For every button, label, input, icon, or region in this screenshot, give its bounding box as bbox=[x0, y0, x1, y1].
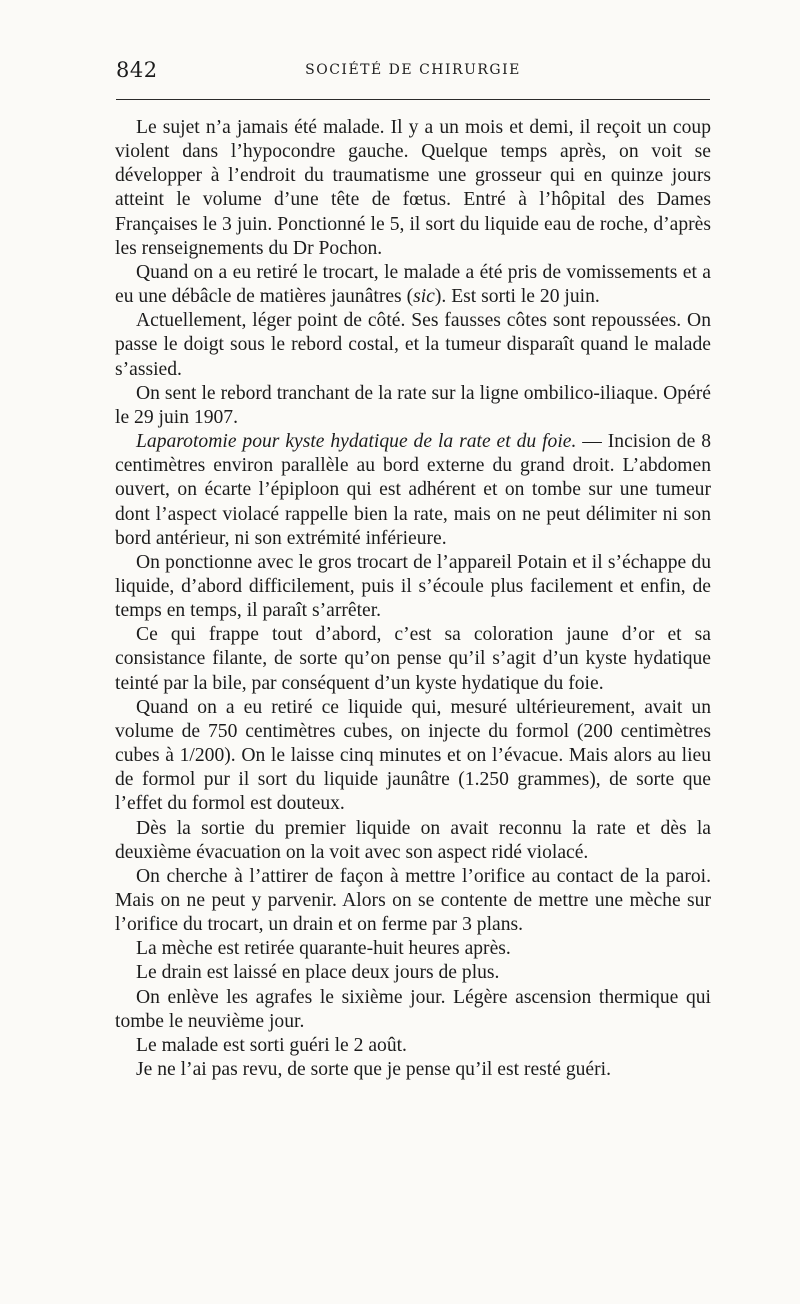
paragraph: On sent le rebord tranchant de la rate sur la ligne ombilico-iliaque. Opéré le 29 juin 1907. bbox=[115, 382, 711, 428]
paragraph: Je ne l’ai pas revu, de sorte que je pense qu’il est resté guéri. bbox=[136, 1059, 611, 1081]
paragraph: Ce qui frappe tout d’abord, c’est sa coloration jaune d’or et sa consistance filante, de sorte qu’on pense qu’il s’agit d’un kyste hydatique teinté par la bile, par conséquent d’un kyste hydatique du foie. bbox=[115, 624, 711, 694]
paragraph: Le sujet n’a jamais été malade. Il y a un mois et demi, il reçoit un coup violent dans l’hypocondre gauche. Quelque temps après, on voit se développer à l’endroit du traumatisme une grosseur qui en quinze jours atteint le volume d’une tête de fœtus. Entré à l’hôpital des Dames Françaises le 3 juin. Ponctionné le 5, il sort du liquide eau de roche, d’après les renseignements du Dr Pochon. bbox=[115, 117, 711, 259]
paragraph: On enlève les agrafes le sixième jour. Légère ascension thermique qui tombe le neuvième jour. bbox=[115, 986, 711, 1032]
paragraph: La mèche est retirée quarante-huit heures après. bbox=[136, 938, 511, 960]
body-text bbox=[115, 116, 711, 1082]
header-rule bbox=[116, 99, 710, 100]
paragraph: Quand on a eu retiré ce liquide qui, mesuré ultérieurement, avait un volume de 750 centimètres cubes, on injecte du formol (200 centimètres cubes à 1/200). On le laisse cinq minutes et on l’évacue. Mais alors au lieu de formol pur il sort du liquide jaunâtre (1.250 grammes), de sorte que l’effet du formol est douteux. bbox=[115, 696, 711, 815]
running-head: SOCIÉTÉ DE CHIRURGIE bbox=[305, 62, 521, 78]
paragraph: Le malade est sorti guéri le 2 août. bbox=[136, 1034, 407, 1056]
paragraph: Le drain est laissé en place deux jours de plus. bbox=[136, 962, 500, 984]
paragraph: On ponctionne avec le gros trocart de l’appareil Potain et il s’échappe du liquide, d’abord difficilement, puis il s’écoule plus facilement et enfin, de temps en temps, il paraît s’arrêter. bbox=[115, 551, 711, 622]
paragraph: Dès la sortie du premier liquide on avait reconnu la rate et dès la deuxième évacuation on la voit avec son aspect ridé violacé. bbox=[115, 817, 711, 863]
italic-text: sic bbox=[413, 286, 435, 308]
page-number: 842 bbox=[116, 58, 158, 82]
italic-text: Laparotomie pour kyste hydatique de la rate et du foie. bbox=[136, 431, 577, 453]
page-header bbox=[116, 58, 710, 82]
paragraph: Quand on a eu retiré le trocart, le malade a été pris de vomissements et a eu une débâcle de matières jaunâtres (sic). Est sorti le 20 juin. bbox=[115, 261, 711, 308]
paragraph: On cherche à l’attirer de façon à mettre l’orifice au contact de la paroi. Mais on ne peut y parvenir. Alors on se contente de mettre une mèche sur l’orifice du trocart, un drain et on ferme par 3 plans. bbox=[115, 865, 711, 936]
paragraph: Actuellement, léger point de côté. Ses fausses côtes sont repoussées. On passe le doigt sous le rebord costal, et la tumeur disparaît quand le malade s’assied. bbox=[115, 310, 711, 380]
paragraph: Laparotomie pour kyste hydatique de la rate et du foie. — Incision de 8 centimètres environ parallèle au bord externe du grand droit. L’abdomen ouvert, on écarte l’épiploon qui est adhérent et on tombe sur une tumeur dont l’aspect violacé rappelle bien la rate, mais on ne peut délimiter ni son bord antérieur, ni son extrémité inférieure. bbox=[115, 431, 711, 549]
